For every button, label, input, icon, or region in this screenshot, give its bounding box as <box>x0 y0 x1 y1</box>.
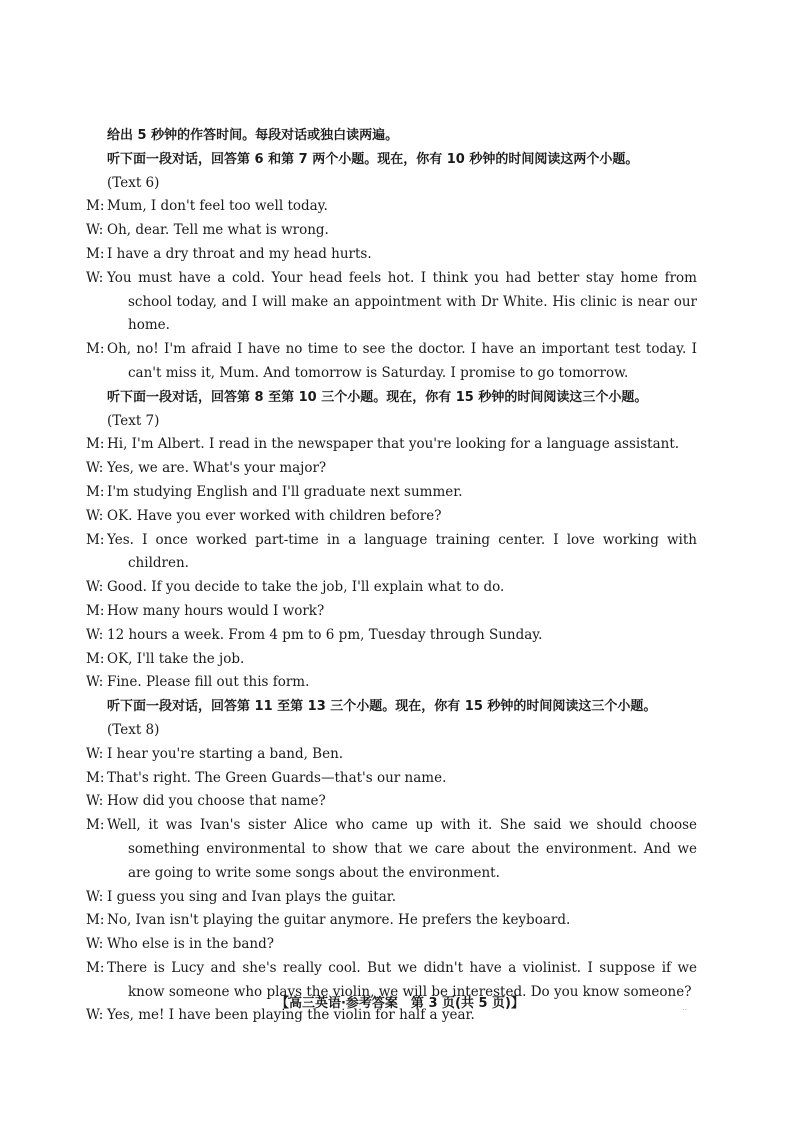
utterance: Yes, me! I have been playing the violin for half a year. <box>107 1007 475 1024</box>
utterance: I guess you sing and Ivan plays the guitar. <box>107 888 397 905</box>
utterance: How did you choose that name? <box>107 793 326 810</box>
utterance: 12 hours a week. From 4 pm to 6 pm, Tuesday through Sunday. <box>107 626 543 643</box>
dialogue-line: W: Yes, me! I have been playing the violin for half a year. <box>86 1007 475 1024</box>
dialogue-line: M: That's right. The Green Guards—that's our name. <box>86 769 447 786</box>
utterance: How many hours would I work? <box>107 602 325 619</box>
utterance: I'm studying English and I'll graduate next summer. <box>107 483 463 500</box>
utterance: Yes, we are. What's your major? <box>107 460 327 477</box>
dialogue-line: M: How many hours would I work? <box>86 602 325 619</box>
dialogue-line: M: Oh, no! I'm afraid I have no time to see the doctor. I have an important test today. I can't miss it, Mum. And tomorrow is Saturday. I promise to go tomorrow. <box>86 341 697 381</box>
dialogue-line: M: Mum, I don't feel too well today. <box>86 198 328 215</box>
intro-text: 给出 5 秒钟的作答时间。每段对话或独白读两遍。 <box>107 128 399 143</box>
dialogue-line: M: Well, it was Ivan's sister Alice who came up with it. She said we should choose something environmental to show that we care about the environment. And we are going to write some songs about the environment. <box>86 817 697 881</box>
dialogue-line: W: OK. Have you ever worked with children before? <box>86 507 442 524</box>
dialogue-line: M: OK, I'll take the job. <box>86 650 245 667</box>
dialogue-line: M: I'm studying English and I'll graduate next summer. <box>86 483 463 500</box>
utterance: OK. Have you ever worked with children before? <box>107 507 442 524</box>
section-instruction: 听下面一段对话，回答第 11 至第 13 三个小题。现在，你有 15 秒钟的时间阅读这三个小题。 <box>107 699 657 715</box>
utterance: Oh, dear. Tell me what is wrong. <box>107 222 329 239</box>
utterance: That's right. The Green Guards—that's our name. <box>107 769 447 786</box>
dialogue-line: M: There is Lucy and she's really cool. But we didn't have a violinist. I suppose if we know someone who plays the violin, we will be interested. Do you know someone? <box>86 959 697 1000</box>
utterance: Hi, I'm Albert. I read in the newspaper that you're looking for a language assistant. <box>107 436 680 453</box>
dialogue-line: W: I hear you're starting a band, Ben. <box>86 745 344 762</box>
dialogue-line: W: You must have a cold. Your head feels hot. I think you had better stay home from school today, and I will make an appointment with Dr White. His clinic is near our home. <box>86 269 697 334</box>
utterance: Well, it was Ivan's sister Alice who came up with it. She said we should choose something environmental to show that we care about the environment. And we are going to write some songs about the environment. <box>107 817 697 881</box>
utterance: I have a dry throat and my head hurts. <box>107 245 372 262</box>
dialogue-line: W: Good. If you decide to take the job, I'll explain what to do. <box>86 579 505 596</box>
utterance: There is Lucy and she's really cool. But we didn't have a violinist. I suppose if we know someone who plays the violin, we will be interested. Do you know someone? <box>107 959 697 1000</box>
document-body <box>86 124 697 1028</box>
dialogue-line: W: 12 hours a week. From 4 pm to 6 pm, Tuesday through Sunday. <box>86 626 543 643</box>
utterance: Mum, I don't feel too well today. <box>107 198 328 215</box>
dialogue-line: W: Yes, we are. What's your major? <box>86 460 327 477</box>
section-instruction: 听下面一段对话，回答第 6 和第 7 两个小题。现在，你有 10 秒钟的时间阅读这两个小题。 <box>107 151 639 167</box>
dialogue-line: W: How did you choose that name? <box>86 793 326 810</box>
utterance: Who else is in the band? <box>107 936 275 953</box>
section-text-6 <box>86 148 697 386</box>
section-instruction: 听下面一段对话，回答第 8 至第 10 三个小题。现在，你有 15 秒钟的时间阅读这三个小题。 <box>107 389 648 405</box>
page-footer: 【高三英语·参考答案 第 3 页(共 5 页)】 <box>275 996 525 1011</box>
dialogue-line: W: Fine. Please fill out this form. <box>86 674 310 691</box>
utterance: Good. If you decide to take the job, I'll explain what to do. <box>107 579 505 596</box>
text-label: (Text 7) <box>107 412 160 429</box>
dialogue-line: W: Who else is in the band? <box>86 936 275 953</box>
utterance: No, Ivan isn't playing the guitar anymore. He prefers the keyboard. <box>107 912 571 929</box>
corner-mark: .. <box>682 1003 688 1012</box>
text-label: (Text 6) <box>107 174 160 191</box>
utterance: Yes. I once worked part-time in a language training center. I love working with children. <box>107 531 697 572</box>
section-text-7 <box>86 386 697 695</box>
dialogue-line: W: I guess you sing and Ivan plays the guitar. <box>86 888 397 905</box>
text-label: (Text 8) <box>107 721 160 738</box>
dialogue-line: M: I have a dry throat and my head hurts. <box>86 245 372 262</box>
utterance: OK, I'll take the job. <box>107 650 245 667</box>
utterance: Oh, no! I'm afraid I have no time to see the doctor. I have an important test today. I can't miss it, Mum. And tomorrow is Saturday. I promise to go tomorrow. <box>107 341 697 381</box>
utterance: Fine. Please fill out this form. <box>107 674 310 691</box>
dialogue-line: M: Yes. I once worked part-time in a language training center. I love working with children. <box>86 531 697 572</box>
section-text-8 <box>86 695 697 1028</box>
dialogue-line: W: Oh, dear. Tell me what is wrong. <box>86 222 329 239</box>
dialogue-line: M: No, Ivan isn't playing the guitar anymore. He prefers the keyboard. <box>86 912 571 929</box>
utterance: You must have a cold. Your head feels hot. I think you had better stay home from school today, and I will make an appointment with Dr White. His clinic is near our home. <box>107 269 697 334</box>
utterance: I hear you're starting a band, Ben. <box>107 745 344 762</box>
dialogue-line: M: Hi, I'm Albert. I read in the newspaper that you're looking for a language assistant. <box>86 436 680 453</box>
